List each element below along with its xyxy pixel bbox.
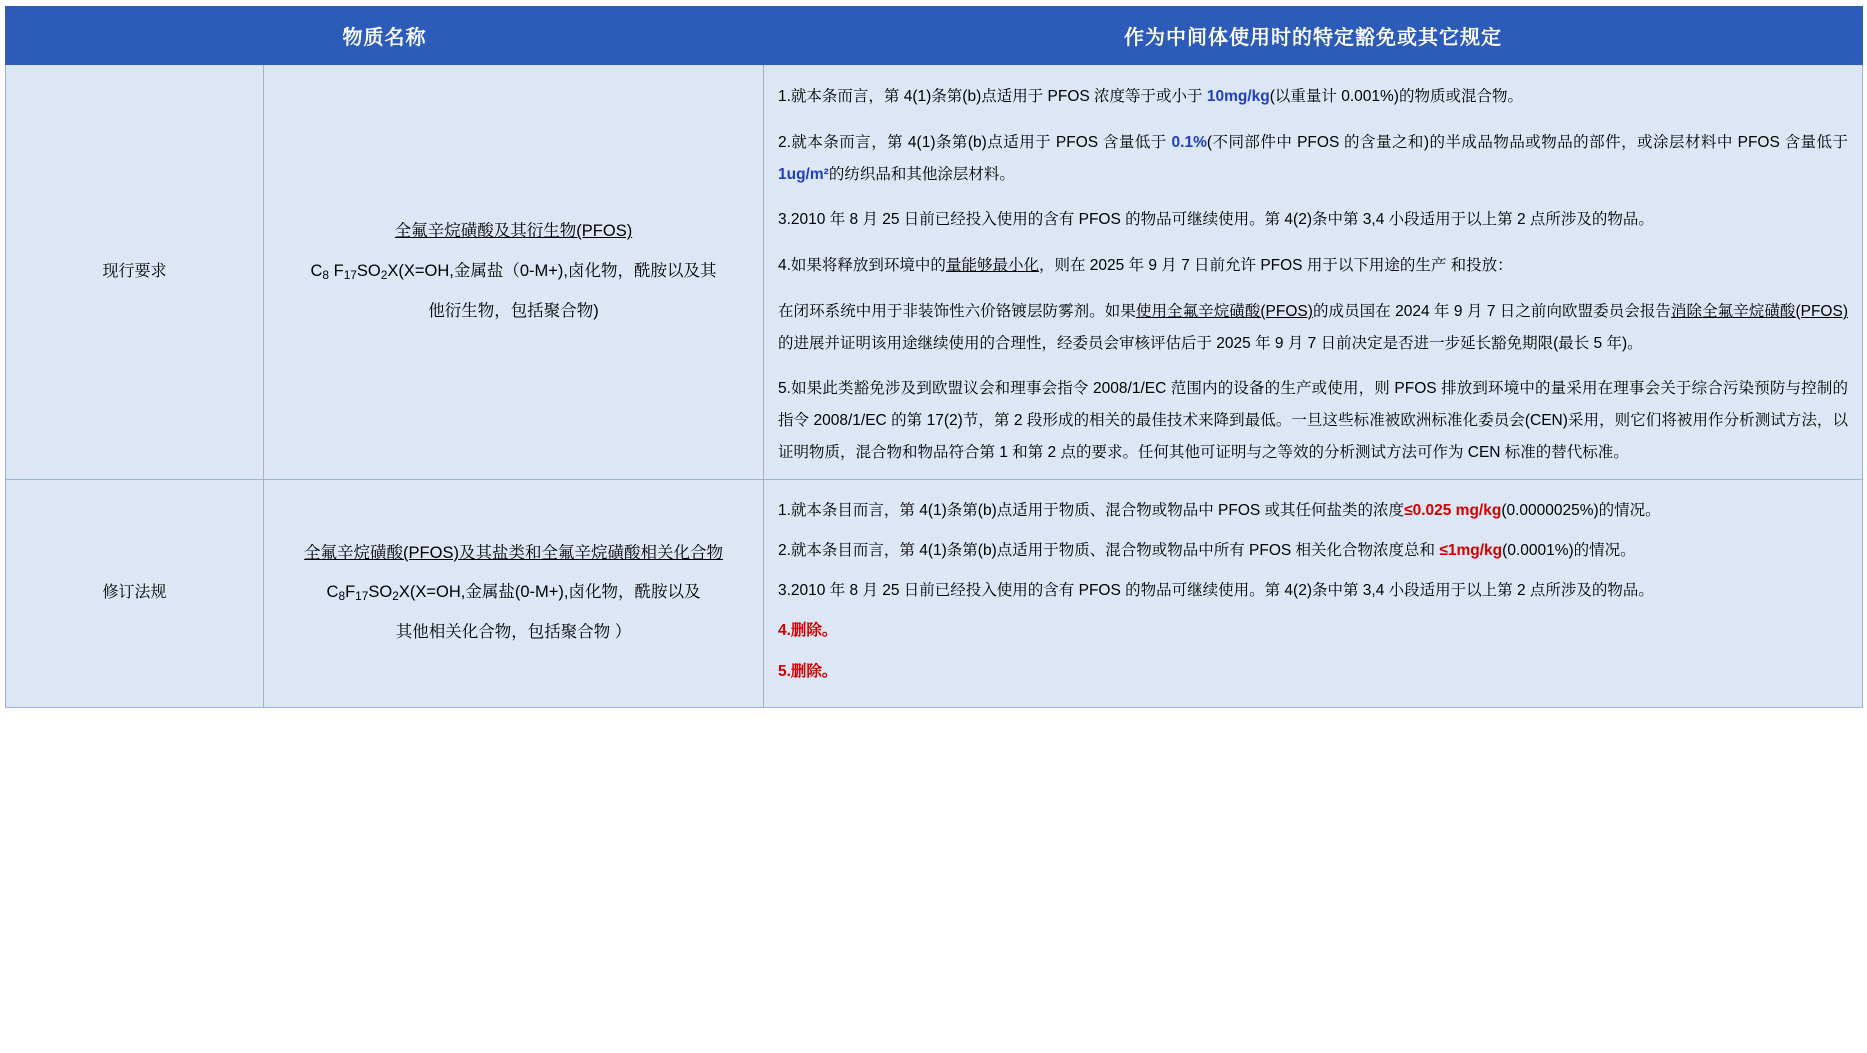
exemption-paragraph: [778, 250, 1848, 282]
exemption-paragraph: [778, 127, 1848, 191]
substance-formula: [278, 573, 749, 613]
limit-value-blue: 10mg/kg: [1206, 88, 1270, 105]
paragraph-text: (不同部件中 PFOS 的含量之和)的半成品物品或物品的部件，或涂层材料中 PFOS 含量低于: [1206, 133, 1848, 151]
header-exemptions: 作为中间体使用时的特定豁免或其它规定: [764, 7, 1863, 65]
paragraph-text: 1.就本条而言，第 4(1)条第(b)点适用于 PFOS 浓度等于或小于: [778, 88, 1207, 105]
header-row: [6, 7, 1863, 65]
formula-sub-17: 17: [343, 268, 357, 283]
substance-formula: [278, 252, 749, 292]
row-label-current: 现行要求: [6, 65, 264, 480]
formula-f: F: [345, 583, 356, 602]
formula-sub-2: 2: [392, 589, 399, 604]
paragraph-text: (0.0001%)的情况。: [1502, 541, 1636, 559]
formula-sub-17: 17: [355, 589, 369, 604]
paragraph-text: 的进展并证明该用途继续使用的合理性，经委员会审核评估后于 2025 年 9 月 7 日前决定是否进一步延长豁免期限(最长 5 年)。: [778, 334, 1643, 352]
paragraph-text: (以重量计 0.001%)的物质或混合物。: [1269, 88, 1523, 105]
exemption-paragraph: [778, 496, 1848, 526]
exemption-cell-revised: [764, 479, 1863, 707]
formula-so: SO: [356, 262, 381, 281]
underlined-text: 量能够最小化: [945, 257, 1039, 275]
limit-value-red: 4.删除。: [778, 622, 838, 640]
table-body: [6, 65, 1863, 708]
substance-formula-tail2: 他衍生物，包括聚合物): [428, 301, 599, 320]
substance-cell-revised: [264, 479, 764, 707]
formula-so: SO: [368, 583, 393, 602]
limit-value-blue: 0.1%: [1171, 133, 1207, 151]
paragraph-text: (0.0000025%)的情况。: [1501, 501, 1661, 519]
table-header: [6, 7, 1863, 65]
formula-tail: X(X=OH,金属盐(0-M+),卤化物，酰胺以及: [398, 583, 701, 602]
table-row: [6, 65, 1863, 480]
exemption-paragraph: [778, 81, 1848, 113]
formula-sub-2: 2: [380, 268, 388, 283]
exemption-cell-current: [764, 65, 1863, 480]
exemption-paragraph: [778, 373, 1848, 468]
exemption-paragraphs-current: [778, 81, 1848, 469]
document-page: [0, 6, 1867, 1053]
exemption-paragraph: [778, 536, 1848, 566]
paragraph-text: 5.如果此类豁免涉及到欧盟议会和理事会指令 2008/1/EC 范围内的设备的生产或使用，则 PFOS 排放到环境中的量采用在理事会关于综合污染预防与控制的指令 2008/1/EC 的第 17(2)节，第 2 段形成的相关的最佳技术来降到最低。一旦这些标准被欧洲标准化委员会(CEN)采用，则它们将被用作分析测试方法，以证明物质，混合物和物品符合第 1 和第 2 点的要求。任何其他可证明与之等效的分析测试方法可作为 CEN 标准的替代标准。: [778, 380, 1848, 461]
paragraph-text: 3.2010 年 8 月 25 日前已经投入使用的含有 PFOS 的物品可继续使用。第 4(2)条中第 3,4 小段适用于以上第 2 点所涉及的物品。: [778, 582, 1654, 600]
header-substance-name: 物质名称: [6, 7, 764, 65]
exemption-paragraphs-revised: [778, 496, 1848, 687]
paragraph-text: ，则在 2025 年 9 月 7 日前允许 PFOS 用于以下用途的生产 和投放：: [1038, 257, 1513, 275]
limit-value-red: ≤1mg/kg: [1439, 541, 1503, 559]
paragraph-text: 的成员国在 2024 年 9 月 7 日之前向欧盟委员会报告: [1312, 302, 1671, 320]
exemption-paragraph: [778, 657, 1848, 687]
formula-c: C: [310, 262, 323, 281]
exemption-paragraph: [778, 616, 1848, 646]
paragraph-text: 在闭环系统中用于非装饰性六价铬镀层防雾剂。如果: [778, 302, 1136, 320]
row-label-revised: 修订法规: [6, 479, 264, 707]
paragraph-text: 1.就本条目而言，第 4(1)条第(b)点适用于物质、混合物或物品中 PFOS 或其任何盐类的浓度: [778, 501, 1405, 519]
formula-sub-8: 8: [322, 268, 330, 283]
substance-name: 全氟辛烷磺酸(PFOS)及其盐类和全氟辛烷磺酸相关化合物: [304, 543, 723, 562]
limit-value-blue: 1ug/m²: [778, 165, 829, 183]
exemption-paragraph: [778, 576, 1848, 606]
paragraph-text: 3.2010 年 8 月 25 日前已经投入使用的含有 PFOS 的物品可继续使用。第 4(2)条中第 3,4 小段适用于以上第 2 点所涉及的物品。: [778, 211, 1654, 229]
underlined-text: 消除全氟辛烷磺酸(PFOS): [1670, 302, 1848, 320]
exemption-paragraph: [778, 296, 1848, 360]
exemption-paragraph: [778, 204, 1848, 236]
paragraph-text: 4.如果将释放到环境中的: [778, 257, 946, 275]
formula-tail: X(X=OH,金属盐（0-M+),卤化物，酰胺以及其: [387, 262, 717, 281]
formula-f: F: [329, 262, 344, 281]
table-row: [6, 479, 1863, 707]
substance-formula-tail2: 其他相关化合物，包括聚合物 ）: [395, 623, 632, 641]
formula-sub-8: 8: [338, 589, 346, 604]
substance-cell-current: [264, 65, 764, 480]
paragraph-text: 2.就本条而言，第 4(1)条第(b)点适用于 PFOS 含量低于: [778, 133, 1172, 151]
paragraph-text: 的纺织品和其他涂层材料。: [828, 165, 1015, 183]
substance-name: 全氟辛烷磺酸及其衍生物(PFOS): [394, 222, 633, 241]
limit-value-red: ≤0.025 mg/kg: [1404, 501, 1502, 519]
limit-value-red: 5.删除。: [778, 662, 838, 680]
formula-c: C: [326, 583, 339, 602]
paragraph-text: 2.就本条目而言，第 4(1)条第(b)点适用于物质、混合物或物品中所有 PFOS 相关化合物浓度总和: [778, 541, 1440, 559]
comparison-table: [5, 6, 1863, 708]
underlined-text: 使用全氟辛烷磺酸(PFOS): [1135, 302, 1313, 320]
